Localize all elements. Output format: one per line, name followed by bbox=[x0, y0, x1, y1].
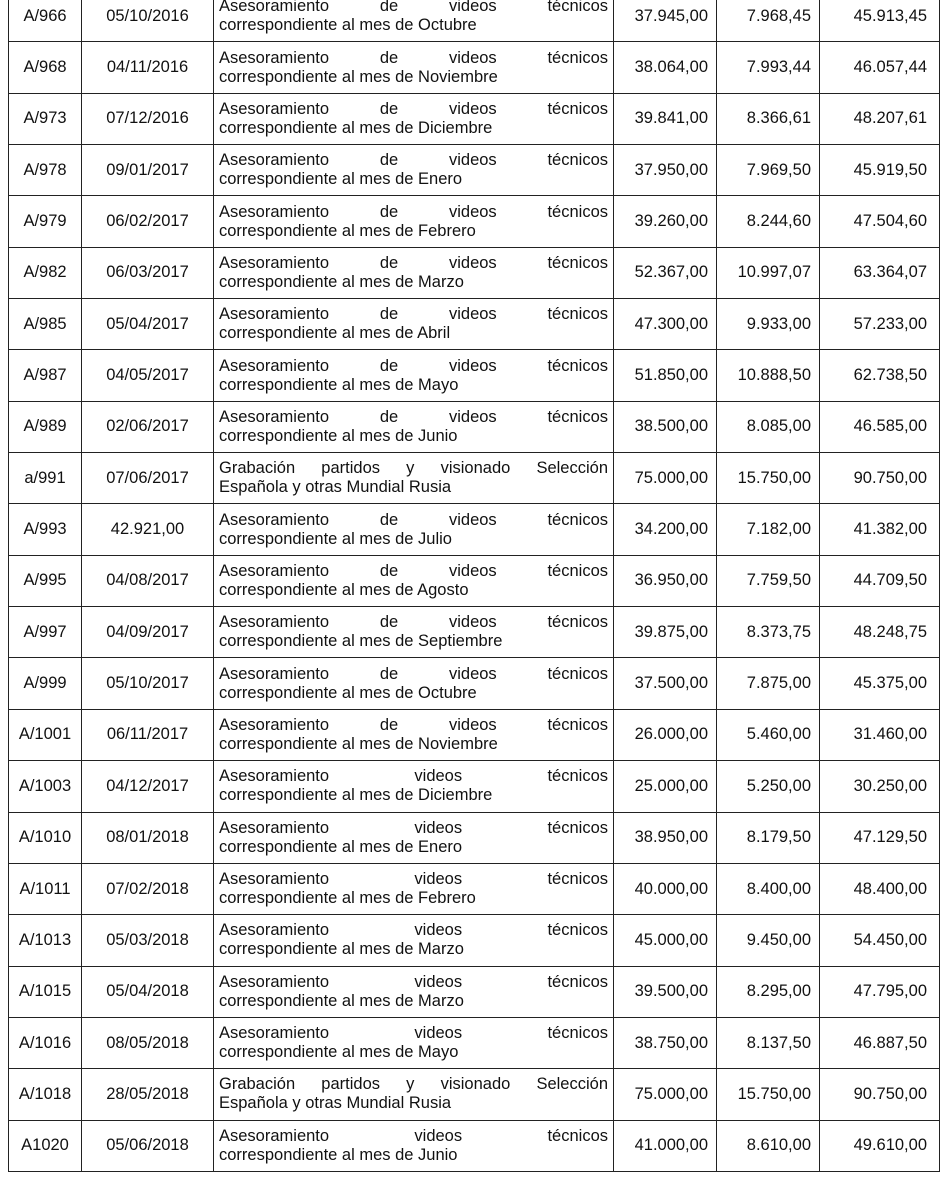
description-line-1: Asesoramiento de videos técnicos bbox=[219, 510, 608, 529]
description-line-2: correspondiente al mes de Agosto bbox=[219, 580, 469, 599]
vat-amount: 7.182,00 bbox=[717, 504, 820, 555]
vat-amount: 7.993,44 bbox=[717, 42, 820, 93]
description-line-2: correspondiente al mes de Enero bbox=[219, 170, 463, 189]
invoice-total: 90.750,00 bbox=[820, 453, 940, 504]
taxable-base: 47.300,00 bbox=[614, 299, 717, 350]
invoice-total: 45.919,50 bbox=[820, 145, 940, 196]
invoice-date: 07/02/2018 bbox=[82, 863, 214, 914]
description-line-1: Asesoramiento de videos técnicos bbox=[219, 356, 608, 375]
table-row bbox=[9, 0, 940, 42]
invoice-total: 48.248,75 bbox=[820, 607, 940, 658]
vat-amount: 8.244,60 bbox=[717, 196, 820, 247]
invoice-date: 04/08/2017 bbox=[82, 555, 214, 606]
invoice-total: 45.913,45 bbox=[820, 0, 940, 42]
vat-amount: 8.366,61 bbox=[717, 93, 820, 144]
invoice-table-body bbox=[9, 0, 940, 1171]
table-row bbox=[9, 812, 940, 863]
invoice-number: A/982 bbox=[9, 247, 82, 298]
invoice-description bbox=[214, 1120, 614, 1171]
taxable-base: 75.000,00 bbox=[614, 453, 717, 504]
invoice-number: A/1001 bbox=[9, 709, 82, 760]
invoice-description bbox=[214, 863, 614, 914]
invoice-number: A1020 bbox=[9, 1120, 82, 1171]
invoice-number: A/1003 bbox=[9, 761, 82, 812]
description-line-1: Asesoramiento de videos técnicos bbox=[219, 202, 608, 221]
invoice-number: A/973 bbox=[9, 93, 82, 144]
table-row bbox=[9, 453, 940, 504]
description-line-2: correspondiente al mes de Diciembre bbox=[219, 118, 493, 137]
vat-amount: 8.137,50 bbox=[717, 1017, 820, 1068]
description-line-1: Asesoramiento videos técnicos bbox=[219, 1126, 608, 1145]
invoice-total: 48.207,61 bbox=[820, 93, 940, 144]
invoice-total: 45.375,00 bbox=[820, 658, 940, 709]
description-line-2: correspondiente al mes de Noviembre bbox=[219, 734, 498, 753]
table-row bbox=[9, 1120, 940, 1171]
invoice-description bbox=[214, 247, 614, 298]
vat-amount: 9.933,00 bbox=[717, 299, 820, 350]
invoice-total: 62.738,50 bbox=[820, 350, 940, 401]
invoice-number: A/985 bbox=[9, 299, 82, 350]
description-line-1: Grabación partidos y visionado Selección bbox=[219, 1075, 608, 1094]
description-line-1: Asesoramiento videos técnicos bbox=[219, 818, 608, 837]
invoice-description bbox=[214, 1069, 614, 1120]
invoice-description bbox=[214, 658, 614, 709]
vat-amount: 7.875,00 bbox=[717, 658, 820, 709]
taxable-base: 39.260,00 bbox=[614, 196, 717, 247]
table-row bbox=[9, 761, 940, 812]
taxable-base: 26.000,00 bbox=[614, 709, 717, 760]
description-line-2: correspondiente al mes de Febrero bbox=[219, 889, 476, 908]
invoice-description bbox=[214, 761, 614, 812]
description-line-1: Asesoramiento de videos técnicos bbox=[219, 561, 608, 580]
taxable-base: 38.750,00 bbox=[614, 1017, 717, 1068]
vat-amount: 15.750,00 bbox=[717, 1069, 820, 1120]
description-line-1: Asesoramiento de videos técnicos bbox=[219, 48, 608, 67]
invoice-number: A/1018 bbox=[9, 1069, 82, 1120]
invoice-date: 06/03/2017 bbox=[82, 247, 214, 298]
description-line-2: correspondiente al mes de Diciembre bbox=[219, 786, 493, 805]
invoice-date: 04/12/2017 bbox=[82, 761, 214, 812]
vat-amount: 5.250,00 bbox=[717, 761, 820, 812]
taxable-base: 52.367,00 bbox=[614, 247, 717, 298]
invoice-description bbox=[214, 299, 614, 350]
vat-amount: 7.759,50 bbox=[717, 555, 820, 606]
table-row bbox=[9, 658, 940, 709]
invoice-number: A/1016 bbox=[9, 1017, 82, 1068]
invoice-total: 47.504,60 bbox=[820, 196, 940, 247]
table-row bbox=[9, 915, 940, 966]
description-line-1: Asesoramiento de videos técnicos bbox=[219, 715, 608, 734]
table-row bbox=[9, 299, 940, 350]
vat-amount: 7.969,50 bbox=[717, 145, 820, 196]
description-line-2: correspondiente al mes de Enero bbox=[219, 837, 463, 856]
table-row bbox=[9, 42, 940, 93]
description-line-2: Española y otras Mundial Rusia bbox=[219, 1094, 452, 1113]
invoice-number: a/991 bbox=[9, 453, 82, 504]
invoice-description bbox=[214, 350, 614, 401]
taxable-base: 37.500,00 bbox=[614, 658, 717, 709]
description-line-1: Asesoramiento de videos técnicos bbox=[219, 253, 608, 272]
invoice-description bbox=[214, 915, 614, 966]
invoice-number: A/966 bbox=[9, 0, 82, 42]
invoice-date: 05/10/2017 bbox=[82, 658, 214, 709]
description-line-1: Asesoramiento de videos técnicos bbox=[219, 151, 608, 170]
description-line-1: Asesoramiento videos técnicos bbox=[219, 921, 608, 940]
table-row bbox=[9, 401, 940, 452]
invoice-total: 54.450,00 bbox=[820, 915, 940, 966]
taxable-base: 41.000,00 bbox=[614, 1120, 717, 1171]
invoice-total: 47.129,50 bbox=[820, 812, 940, 863]
invoice-total: 63.364,07 bbox=[820, 247, 940, 298]
invoice-description bbox=[214, 607, 614, 658]
vat-amount: 8.085,00 bbox=[717, 401, 820, 452]
invoice-description bbox=[214, 93, 614, 144]
vat-amount: 8.179,50 bbox=[717, 812, 820, 863]
invoice-date: 05/06/2018 bbox=[82, 1120, 214, 1171]
invoice-date: 42.921,00 bbox=[82, 504, 214, 555]
table-row bbox=[9, 607, 940, 658]
invoice-description bbox=[214, 966, 614, 1017]
description-line-1: Asesoramiento de videos técnicos bbox=[219, 0, 608, 16]
table-row bbox=[9, 966, 940, 1017]
vat-amount: 10.997,07 bbox=[717, 247, 820, 298]
invoice-total: 41.382,00 bbox=[820, 504, 940, 555]
description-line-2: correspondiente al mes de Abril bbox=[219, 324, 451, 343]
vat-amount: 15.750,00 bbox=[717, 453, 820, 504]
invoice-total: 31.460,00 bbox=[820, 709, 940, 760]
invoice-date: 02/06/2017 bbox=[82, 401, 214, 452]
invoice-number: A/999 bbox=[9, 658, 82, 709]
invoice-description bbox=[214, 709, 614, 760]
invoice-table bbox=[8, 0, 940, 1172]
invoice-date: 09/01/2017 bbox=[82, 145, 214, 196]
description-line-2: correspondiente al mes de Octubre bbox=[219, 16, 477, 35]
description-line-2: Española y otras Mundial Rusia bbox=[219, 478, 452, 497]
taxable-base: 39.841,00 bbox=[614, 93, 717, 144]
description-line-2: correspondiente al mes de Junio bbox=[219, 426, 458, 445]
taxable-base: 40.000,00 bbox=[614, 863, 717, 914]
description-line-2: correspondiente al mes de Mayo bbox=[219, 1043, 459, 1062]
description-line-1: Asesoramiento videos técnicos bbox=[219, 767, 608, 786]
description-line-1: Asesoramiento de videos técnicos bbox=[219, 407, 608, 426]
invoice-number: A/989 bbox=[9, 401, 82, 452]
vat-amount: 8.400,00 bbox=[717, 863, 820, 914]
invoice-date: 05/10/2016 bbox=[82, 0, 214, 42]
invoice-description bbox=[214, 196, 614, 247]
invoice-date: 07/12/2016 bbox=[82, 93, 214, 144]
taxable-base: 39.500,00 bbox=[614, 966, 717, 1017]
table-row bbox=[9, 1069, 940, 1120]
description-line-1: Asesoramiento videos técnicos bbox=[219, 870, 608, 889]
invoice-total: 46.887,50 bbox=[820, 1017, 940, 1068]
invoice-total: 90.750,00 bbox=[820, 1069, 940, 1120]
invoice-number: A/978 bbox=[9, 145, 82, 196]
invoice-number: A/995 bbox=[9, 555, 82, 606]
invoice-description bbox=[214, 0, 614, 42]
description-line-1: Asesoramiento de videos técnicos bbox=[219, 99, 608, 118]
description-line-1: Asesoramiento de videos técnicos bbox=[219, 664, 608, 683]
taxable-base: 51.850,00 bbox=[614, 350, 717, 401]
description-line-1: Asesoramiento videos técnicos bbox=[219, 972, 608, 991]
invoice-date: 08/01/2018 bbox=[82, 812, 214, 863]
description-line-2: correspondiente al mes de Marzo bbox=[219, 940, 464, 959]
taxable-base: 38.950,00 bbox=[614, 812, 717, 863]
invoice-number: A/987 bbox=[9, 350, 82, 401]
invoice-date: 04/09/2017 bbox=[82, 607, 214, 658]
table-row bbox=[9, 247, 940, 298]
vat-amount: 9.450,00 bbox=[717, 915, 820, 966]
invoice-number: A/1011 bbox=[9, 863, 82, 914]
description-line-2: correspondiente al mes de Septiembre bbox=[219, 632, 503, 651]
taxable-base: 45.000,00 bbox=[614, 915, 717, 966]
invoice-number: A/1013 bbox=[9, 915, 82, 966]
table-row bbox=[9, 145, 940, 196]
vat-amount: 7.968,45 bbox=[717, 0, 820, 42]
description-line-1: Asesoramiento videos técnicos bbox=[219, 1024, 608, 1043]
invoice-number: A/997 bbox=[9, 607, 82, 658]
invoice-total: 30.250,00 bbox=[820, 761, 940, 812]
description-line-1: Asesoramiento de videos técnicos bbox=[219, 613, 608, 632]
invoice-date: 05/03/2018 bbox=[82, 915, 214, 966]
invoice-date: 04/05/2017 bbox=[82, 350, 214, 401]
invoice-number: A/968 bbox=[9, 42, 82, 93]
invoice-number: A/1015 bbox=[9, 966, 82, 1017]
vat-amount: 5.460,00 bbox=[717, 709, 820, 760]
taxable-base: 37.945,00 bbox=[614, 0, 717, 42]
invoice-description bbox=[214, 812, 614, 863]
taxable-base: 75.000,00 bbox=[614, 1069, 717, 1120]
taxable-base: 25.000,00 bbox=[614, 761, 717, 812]
description-line-2: correspondiente al mes de Junio bbox=[219, 1145, 458, 1164]
vat-amount: 8.295,00 bbox=[717, 966, 820, 1017]
table-row bbox=[9, 709, 940, 760]
invoice-description bbox=[214, 42, 614, 93]
description-line-2: correspondiente al mes de Febrero bbox=[219, 221, 476, 240]
invoice-description bbox=[214, 453, 614, 504]
vat-amount: 8.373,75 bbox=[717, 607, 820, 658]
description-line-2: correspondiente al mes de Julio bbox=[219, 529, 452, 548]
invoice-description bbox=[214, 1017, 614, 1068]
table-row bbox=[9, 350, 940, 401]
table-row bbox=[9, 555, 940, 606]
invoice-date: 05/04/2018 bbox=[82, 966, 214, 1017]
invoice-total: 46.057,44 bbox=[820, 42, 940, 93]
taxable-base: 37.950,00 bbox=[614, 145, 717, 196]
table-row bbox=[9, 1017, 940, 1068]
description-line-1: Grabación partidos y visionado Selección bbox=[219, 459, 608, 478]
invoice-total: 44.709,50 bbox=[820, 555, 940, 606]
invoice-description bbox=[214, 401, 614, 452]
table-row bbox=[9, 93, 940, 144]
invoice-total: 46.585,00 bbox=[820, 401, 940, 452]
invoice-date: 08/05/2018 bbox=[82, 1017, 214, 1068]
invoice-description bbox=[214, 555, 614, 606]
invoice-description bbox=[214, 145, 614, 196]
invoice-number: A/993 bbox=[9, 504, 82, 555]
table-row bbox=[9, 863, 940, 914]
invoice-total: 47.795,00 bbox=[820, 966, 940, 1017]
invoice-total: 48.400,00 bbox=[820, 863, 940, 914]
description-line-2: correspondiente al mes de Octubre bbox=[219, 683, 477, 702]
taxable-base: 39.875,00 bbox=[614, 607, 717, 658]
description-line-2: correspondiente al mes de Mayo bbox=[219, 375, 459, 394]
description-line-1: Asesoramiento de videos técnicos bbox=[219, 305, 608, 324]
description-line-2: correspondiente al mes de Noviembre bbox=[219, 67, 498, 86]
table-row bbox=[9, 196, 940, 247]
invoice-date: 06/02/2017 bbox=[82, 196, 214, 247]
taxable-base: 38.500,00 bbox=[614, 401, 717, 452]
invoice-date: 05/04/2017 bbox=[82, 299, 214, 350]
taxable-base: 36.950,00 bbox=[614, 555, 717, 606]
vat-amount: 10.888,50 bbox=[717, 350, 820, 401]
description-line-2: correspondiente al mes de Marzo bbox=[219, 272, 464, 291]
invoice-total: 57.233,00 bbox=[820, 299, 940, 350]
taxable-base: 38.064,00 bbox=[614, 42, 717, 93]
invoice-number: A/1010 bbox=[9, 812, 82, 863]
vat-amount: 8.610,00 bbox=[717, 1120, 820, 1171]
taxable-base: 34.200,00 bbox=[614, 504, 717, 555]
invoice-date: 04/11/2016 bbox=[82, 42, 214, 93]
invoice-date: 07/06/2017 bbox=[82, 453, 214, 504]
invoice-date: 28/05/2018 bbox=[82, 1069, 214, 1120]
invoice-date: 06/11/2017 bbox=[82, 709, 214, 760]
table-row bbox=[9, 504, 940, 555]
description-line-2: correspondiente al mes de Marzo bbox=[219, 991, 464, 1010]
invoice-number: A/979 bbox=[9, 196, 82, 247]
invoice-total: 49.610,00 bbox=[820, 1120, 940, 1171]
invoice-description bbox=[214, 504, 614, 555]
